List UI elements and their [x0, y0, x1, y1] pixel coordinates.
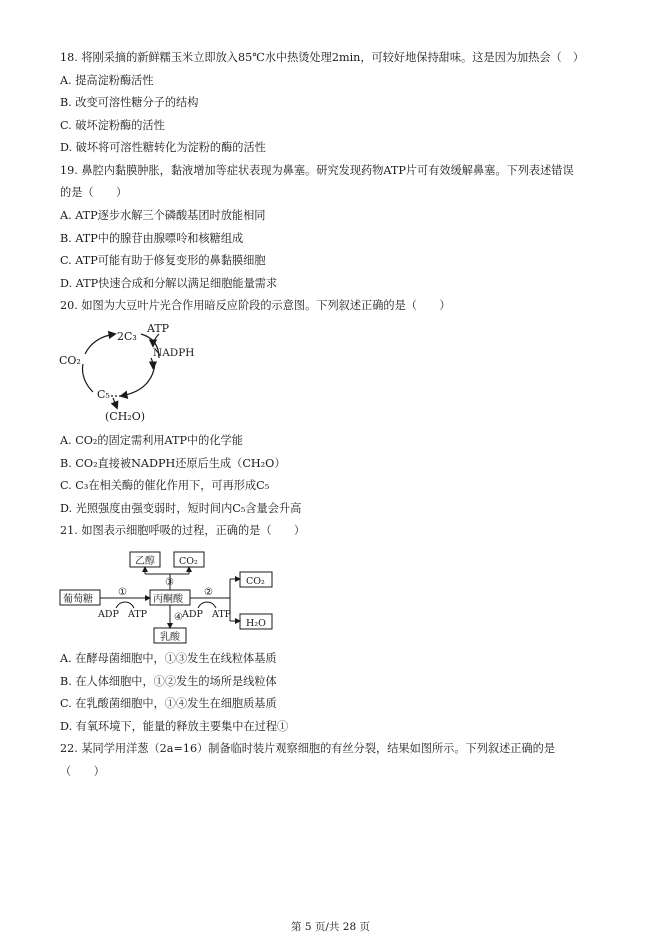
q21-option-d: D. 有氧环境下，能量的释放主要集中在过程① — [60, 720, 289, 733]
page-footer: 第 5 页/共 28 页 — [291, 921, 370, 933]
arc-right-to-c5 — [121, 364, 155, 396]
h2o-label: H₂O — [246, 618, 266, 629]
q21-option-a: A. 在酵母菌细胞中，①③发生在线粒体基质 — [60, 652, 277, 665]
q18-option-c: C. 破坏淀粉酶的活性 — [60, 119, 165, 132]
atp-label: ATP — [147, 322, 170, 335]
ch2o-label: (CH₂O) — [105, 410, 146, 423]
step2-label: ② — [204, 587, 213, 598]
q20-option-b: B. CO₂直接被NADPH还原后生成（CH₂O） — [60, 457, 286, 470]
pyruvate-label: 丙酮酸 — [153, 594, 183, 605]
step1-energy-curve — [116, 602, 134, 608]
q19-option-b: B. ATP中的腺苷由腺嘌呤和核糖组成 — [60, 232, 244, 245]
q20-option-a: A. CO₂的固定需利用ATP中的化学能 — [60, 434, 243, 447]
q18-option-d: D. 破坏将可溶性糖转化为淀粉的酶的活性 — [60, 141, 266, 154]
q21-stem: 21. 如图表示细胞呼吸的过程，正确的是（ ） — [60, 524, 306, 537]
co2-top-label: CO₂ — [179, 556, 198, 567]
step3-label: ③ — [165, 577, 174, 588]
adp-right-label: ADP — [182, 609, 203, 620]
q20-option-c: C. C₃在相关酶的催化作用下，可再形成C₅ — [60, 479, 270, 492]
c3-label: 2C₃ — [117, 330, 137, 343]
calvin-cycle-diagram — [55, 318, 215, 430]
q21-option-c: C. 在乳酸菌细胞中，①④发生在细胞质基质 — [60, 697, 277, 710]
q22-stem-line1: 22. 某同学用洋葱（2a=16）制备临时装片观察细胞的有丝分裂，结果如图所示。下列叙述正确的是 — [60, 742, 556, 755]
nadph-label: NADPH — [153, 347, 195, 359]
q18-stem: 18. 将刚采摘的新鲜糯玉米立即放入85℃水中热烫处理2min，可较好地保持甜味。这是因为加热会（ ） — [60, 51, 585, 64]
q19-stem-line1: 19. 鼻腔内黏膜肿胀，黏液增加等症状表现为鼻塞。研究发现药物ATP片可有效缓解鼻塞。下列表述错误 — [60, 164, 574, 177]
q19-stem-line2: 的是（ ） — [60, 186, 128, 199]
q19-option-c: C. ATP可能有助于修复变形的鼻黏膜细胞 — [60, 254, 266, 267]
step1-label: ① — [118, 587, 127, 598]
step4-label: ④ — [174, 612, 183, 623]
step2-energy-curve — [198, 602, 216, 608]
arc-c5-to-co2 — [82, 364, 93, 392]
co2-label: CO₂ — [59, 354, 81, 367]
co2-right-label: CO₂ — [246, 576, 265, 587]
adp-left-label: ADP — [98, 609, 119, 620]
c5-label: C₅ — [97, 388, 110, 401]
q19-option-d: D. ATP快速合成和分解以满足细胞能量需求 — [60, 277, 278, 290]
atp-left-label: ATP — [128, 609, 148, 620]
q22-stem-line2: （ ） — [60, 765, 105, 778]
cell-respiration-diagram — [58, 548, 278, 644]
q20-option-d: D. 光照强度由强变弱时，短时间内C₅含量会升高 — [60, 502, 302, 515]
arc-co2-to-c3 — [85, 334, 115, 354]
q19-option-a: A. ATP逐步水解三个磷酸基团时放能相同 — [60, 209, 266, 222]
nadph-arrow — [151, 358, 153, 368]
atp-right-label: ATP — [212, 609, 232, 620]
q18-option-b: B. 改变可溶性糖分子的结构 — [60, 96, 199, 109]
ethanol-label: 乙醇 — [135, 556, 155, 567]
ch2o-arrow — [113, 398, 117, 408]
lactic-label: 乳酸 — [160, 632, 180, 643]
glucose-label: 葡萄糖 — [63, 594, 93, 605]
q18-option-a: A. 提高淀粉酶活性 — [60, 74, 154, 87]
q21-option-b: B. 在人体细胞中，①②发生的场所是线粒体 — [60, 675, 277, 688]
q20-stem: 20. 如图为大豆叶片光合作用暗反应阶段的示意图。下列叙述正确的是（ ） — [60, 299, 451, 312]
